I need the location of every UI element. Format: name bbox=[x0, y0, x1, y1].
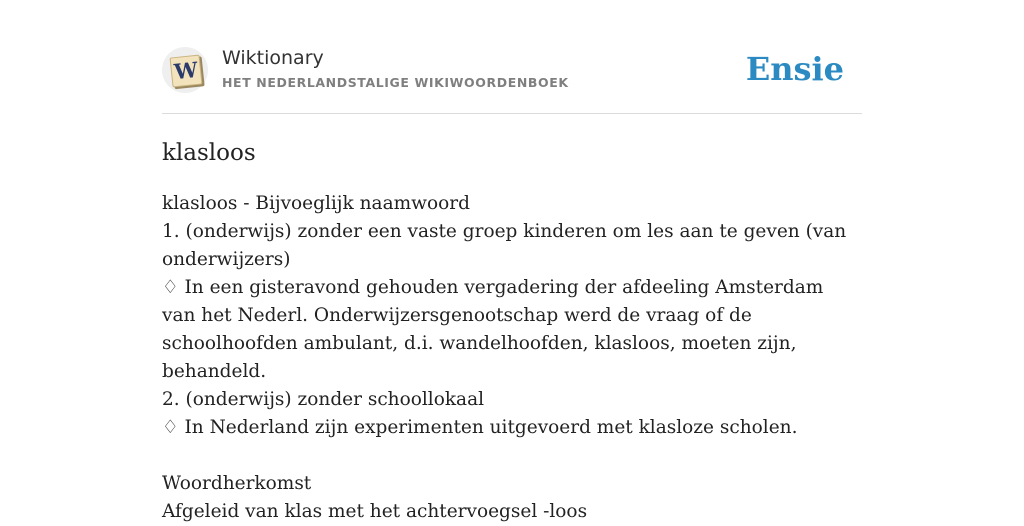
header bbox=[162, 0, 862, 114]
logo-letter: W bbox=[172, 56, 199, 85]
definition-1: 1. (onderwijs) zonder een vaste groep kinderen om les aan te geven (van onderwijzers) bbox=[162, 221, 847, 270]
example-1: ♢ In een gisteravond gehouden vergadering der afdeeling Amsterdam van het Nederl. Onderwijzersgenootschap werd de vraag of de schoolhoofden ambulant, d.i. wandelhoofden, klasloos, moeten zijn, behandeld. bbox=[162, 277, 824, 382]
section-spacer bbox=[162, 442, 862, 470]
definition-2: 2. (onderwijs) zonder schoollokaal bbox=[162, 389, 485, 410]
etymology-text: Afgeleid van klas met het achtervoegsel -loos bbox=[162, 501, 588, 522]
entry-body bbox=[162, 190, 862, 526]
site-tagline: HET NEDERLANDSTALIGE WIKIWOORDENBOEK bbox=[222, 75, 569, 90]
example-2: ♢ In Nederland zijn experimenten uitgevoerd met klasloze scholen. bbox=[162, 417, 798, 438]
ensie-brand-logo[interactable]: Ensie bbox=[745, 50, 844, 88]
site-name[interactable]: Wiktionary bbox=[222, 47, 324, 69]
etymology-heading: Woordherkomst bbox=[162, 473, 312, 494]
logo-tile-icon bbox=[170, 55, 203, 88]
page bbox=[162, 0, 862, 522]
part-of-speech: klasloos - Bijvoeglijk naamwoord bbox=[162, 193, 470, 214]
wiktionary-logo[interactable] bbox=[162, 47, 208, 93]
entry-title: klasloos bbox=[162, 140, 256, 166]
